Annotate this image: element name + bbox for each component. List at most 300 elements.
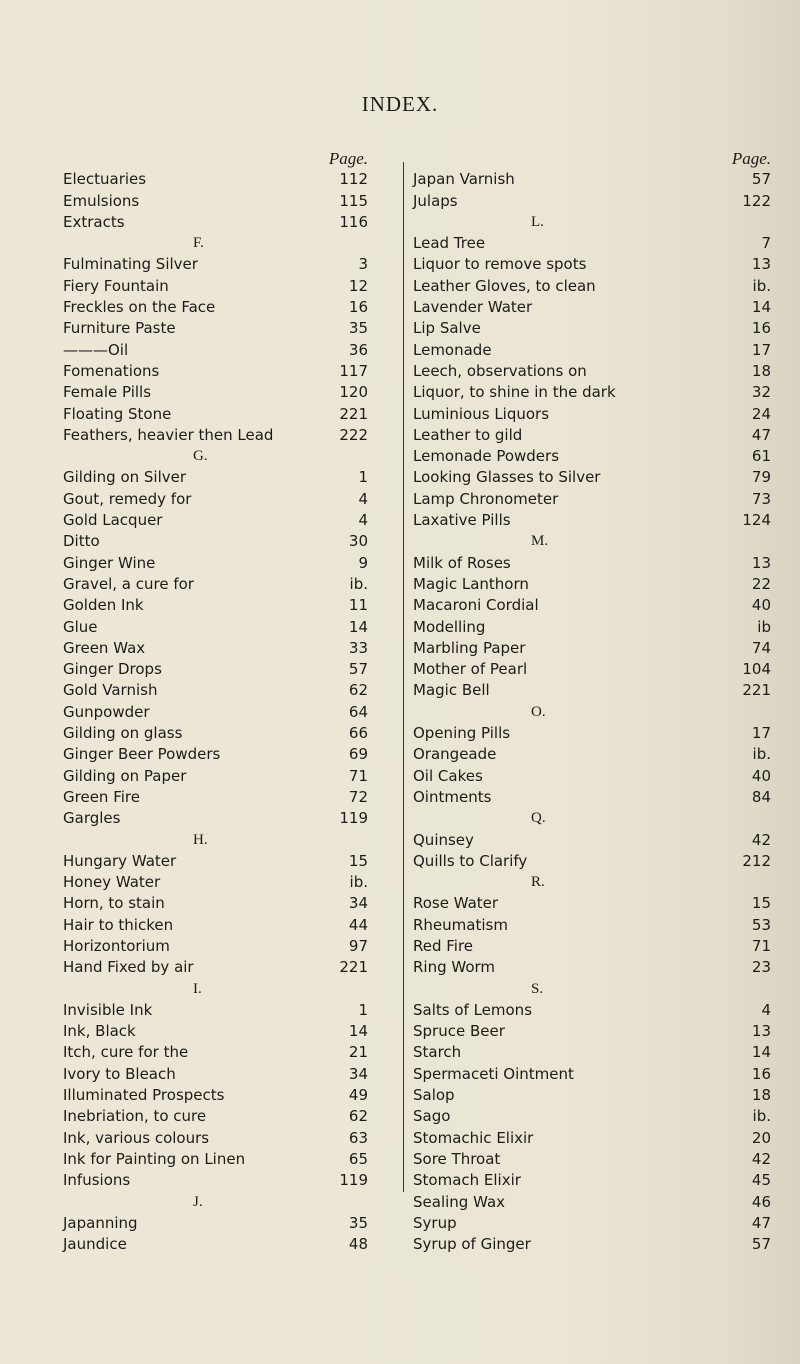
entry-page-number: ib	[757, 617, 771, 636]
index-entry	[63, 957, 368, 978]
entry-term: Ring Worm	[413, 958, 496, 977]
index-entry	[63, 915, 368, 936]
index-entry	[413, 1064, 771, 1085]
index-entry	[413, 1213, 771, 1234]
entry-term: Magic Bell	[413, 681, 490, 700]
index-entry	[413, 1149, 771, 1170]
entry-page-number: 20	[751, 1128, 771, 1147]
index-entry	[413, 1085, 771, 1106]
entry-page-number: 15	[751, 894, 771, 913]
entry-term: Gunpowder	[63, 702, 150, 721]
index-entry	[413, 382, 771, 403]
index-entry	[413, 766, 771, 787]
entry-term: Ginger Drops	[63, 660, 162, 679]
entry-term: Starch	[413, 1043, 462, 1062]
entry-page-number: 35	[348, 1213, 368, 1232]
index-entry	[413, 233, 771, 254]
index-entry	[413, 830, 771, 851]
entry-page-number: 71	[751, 936, 771, 955]
index-entry	[413, 297, 771, 318]
entry-page-number: 53	[751, 915, 771, 934]
page-heading-label: Page.	[328, 149, 368, 168]
entry-page-number: 4	[761, 1000, 771, 1019]
entry-term: Ivory to Bleach	[63, 1064, 176, 1083]
entry-page-number: 47	[751, 425, 771, 444]
index-entry	[63, 1042, 368, 1063]
entry-term: Quills to Clarify	[413, 851, 528, 870]
entry-page-number: 16	[348, 298, 368, 317]
entry-page-number: ib.	[752, 276, 771, 295]
entry-page-number: 21	[348, 1043, 368, 1062]
entry-term: Syrup	[413, 1213, 457, 1232]
entry-term: Orangeade	[413, 745, 497, 764]
entry-page-number: 15	[348, 851, 368, 870]
index-entry	[413, 638, 771, 659]
entry-term: Sago	[413, 1107, 451, 1126]
entry-term: Rheumatism	[413, 915, 508, 934]
entry-page-number: 42	[751, 1149, 771, 1168]
index-entry	[63, 1106, 368, 1127]
entry-term: Ink, Black	[63, 1022, 136, 1041]
entry-term: Liquor, to shine in the dark	[413, 383, 616, 402]
entry-term: Modelling	[413, 617, 486, 636]
entry-page-number: 117	[339, 361, 368, 380]
index-entry	[413, 340, 771, 361]
index-entry	[63, 638, 368, 659]
entry-term: Electuaries	[63, 170, 147, 189]
entry-page-number: 9	[358, 553, 368, 572]
index-entry	[413, 787, 771, 808]
entry-page-number: 32	[751, 383, 771, 402]
entry-term: Fulminating Silver	[63, 255, 198, 274]
entry-page-number: 62	[348, 1107, 368, 1126]
entry-page-number: 45	[751, 1171, 771, 1190]
entry-term: Ointments	[413, 787, 492, 806]
entry-term: Luminious Liquors	[413, 404, 550, 423]
entry-page-number: 40	[751, 596, 771, 615]
entry-term: Green Wax	[63, 638, 146, 657]
entry-page-number: 13	[751, 255, 771, 274]
entry-term: Salop	[413, 1086, 455, 1105]
index-letter-heading	[413, 872, 771, 893]
index-letter-heading	[63, 446, 368, 467]
entry-term: Jaundice	[63, 1235, 127, 1254]
entry-page-number: 7	[761, 234, 771, 253]
entry-term: Ink for Painting on Linen	[63, 1149, 246, 1168]
letter-label: Q.	[531, 810, 546, 827]
entry-page-number: 13	[751, 553, 771, 572]
letter-label: I.	[193, 980, 202, 997]
index-letter-heading	[413, 702, 771, 723]
entry-page-number: 221	[742, 681, 771, 700]
index-entry	[63, 659, 368, 680]
entry-term: Liquor to remove spots	[413, 255, 587, 274]
entry-term: Stomachic Elixir	[413, 1128, 534, 1147]
entry-term: Freckles on the Face	[63, 298, 216, 317]
index-entry	[63, 787, 368, 808]
index-entry	[63, 1213, 368, 1234]
index-entry	[413, 659, 771, 680]
entry-term: Lemonade Powders	[413, 447, 560, 466]
letter-label: M.	[531, 533, 549, 550]
index-entry	[413, 680, 771, 701]
entry-page-number: 62	[348, 681, 368, 700]
entry-term: Marbling Paper	[413, 638, 526, 657]
entry-term: Hungary Water	[63, 851, 177, 870]
letter-label: R.	[531, 874, 545, 891]
index-entry	[413, 361, 771, 382]
index-entry	[413, 744, 771, 765]
index-entry	[413, 915, 771, 936]
letter-label: H.	[193, 831, 208, 848]
index-entry	[63, 212, 368, 233]
index-entry	[413, 936, 771, 957]
entry-page-number: 18	[751, 1086, 771, 1105]
entry-term: Itch, cure for the	[63, 1043, 189, 1062]
index-entry	[63, 553, 368, 574]
page-heading-label: Page.	[731, 149, 771, 168]
entry-term: Invisible Ink	[63, 1000, 153, 1019]
index-entry	[413, 318, 771, 339]
index-entry	[63, 191, 368, 212]
index-entry	[413, 893, 771, 914]
entry-term: Julaps	[413, 191, 458, 210]
index-entry	[63, 872, 368, 893]
index-entry	[63, 276, 368, 297]
entry-page-number: 57	[348, 660, 368, 679]
entry-page-number: 64	[348, 702, 368, 721]
entry-term: Extracts	[63, 212, 125, 231]
entry-page-number: 115	[339, 191, 368, 210]
entry-page-number: 36	[348, 340, 368, 359]
entry-page-number: 35	[348, 319, 368, 338]
index-entry	[63, 489, 368, 510]
index-entry	[63, 1234, 368, 1255]
index-entry	[63, 617, 368, 638]
index-entry	[63, 297, 368, 318]
index-entry	[413, 425, 771, 446]
index-entry	[63, 574, 368, 595]
entry-page-number: 116	[339, 212, 368, 231]
index-letter-heading	[413, 212, 771, 233]
entry-page-number: 222	[339, 425, 368, 444]
entry-term: Emulsions	[63, 191, 140, 210]
index-letter-heading	[413, 808, 771, 829]
entry-page-number: 24	[751, 404, 771, 423]
entry-term: Lamp Chronometer	[413, 489, 559, 508]
entry-page-number: 44	[348, 915, 368, 934]
entry-page-number: 17	[751, 724, 771, 743]
index-entry	[63, 851, 368, 872]
entry-page-number: 46	[751, 1192, 771, 1211]
entry-term: Gout, remedy for	[63, 489, 192, 508]
entry-term: Gravel, a cure for	[63, 574, 194, 593]
entry-term: Sore Throat	[413, 1149, 501, 1168]
index-entry	[63, 595, 368, 616]
entry-term: Inebriation, to cure	[63, 1107, 207, 1126]
entry-term: Magic Lanthorn	[413, 574, 529, 593]
entry-page-number: 72	[348, 787, 368, 806]
index-entry	[63, 382, 368, 403]
entry-term: Red Fire	[413, 936, 474, 955]
entry-term: Green Fire	[63, 787, 140, 806]
entry-term: Spermaceti Ointment	[413, 1064, 574, 1083]
entry-page-number: 221	[339, 958, 368, 977]
entry-term: Gold Lacquer	[63, 511, 163, 530]
entry-page-number: 34	[348, 1064, 368, 1083]
index-entry	[63, 893, 368, 914]
index-entry	[63, 1021, 368, 1042]
page-title: INDEX.	[361, 92, 439, 116]
index-entry	[63, 467, 368, 488]
entry-page-number: 14	[751, 1043, 771, 1062]
entry-term: Lead Tree	[413, 234, 486, 253]
letter-label: F.	[193, 235, 204, 252]
entry-page-number: 104	[742, 660, 771, 679]
entry-term: Japan Varnish	[413, 170, 515, 189]
index-entry	[63, 169, 368, 190]
entry-page-number: 74	[751, 638, 771, 657]
entry-term: Fomenations	[63, 361, 160, 380]
index-entry	[63, 723, 368, 744]
entry-page-number: 57	[751, 170, 771, 189]
index-entry	[413, 851, 771, 872]
entry-term: Illuminated Prospects	[63, 1086, 225, 1105]
index-entry	[413, 510, 771, 531]
entry-term: Japanning	[63, 1213, 138, 1232]
index-entry	[63, 425, 368, 446]
entry-term: Stomach Elixir	[413, 1171, 521, 1190]
index-entry	[63, 531, 368, 552]
index-entry	[413, 276, 771, 297]
entry-term: Leather Gloves, to clean	[413, 276, 596, 295]
entry-page-number: 14	[348, 1022, 368, 1041]
entry-term: Sealing Wax	[413, 1192, 506, 1211]
entry-term: Ink, various colours	[63, 1128, 210, 1147]
entry-page-number: ib.	[349, 574, 368, 593]
index-entry	[413, 191, 771, 212]
entry-page-number: 3	[358, 255, 368, 274]
entry-page-number: 57	[751, 1235, 771, 1254]
entry-page-number: 34	[348, 894, 368, 913]
index-entry	[63, 1085, 368, 1106]
entry-page-number: 66	[348, 724, 368, 743]
entry-page-number: 11	[348, 596, 368, 615]
index-letter-heading	[413, 979, 771, 1000]
entry-page-number: 71	[348, 766, 368, 785]
entry-page-number: 122	[742, 191, 771, 210]
entry-page-number: 33	[348, 638, 368, 657]
index-column-left	[63, 148, 368, 1255]
entry-term: Furniture Paste	[63, 319, 176, 338]
index-letter-heading	[413, 531, 771, 552]
index-entry	[63, 254, 368, 275]
entry-term: Opening Pills	[413, 724, 511, 743]
index-entry	[63, 340, 368, 361]
entry-term: Horn, to stain	[63, 894, 165, 913]
entry-term: Feathers, heavier then Lead	[63, 425, 274, 444]
entry-page-number: 65	[348, 1149, 368, 1168]
entry-page-number: 12	[348, 276, 368, 295]
letter-label: L.	[531, 213, 544, 230]
index-entry	[63, 744, 368, 765]
index-entry	[413, 617, 771, 638]
entry-page-number: 16	[751, 1064, 771, 1083]
index-entry	[413, 1170, 771, 1191]
page-column-heading	[63, 148, 368, 169]
entry-page-number: 14	[348, 617, 368, 636]
index-entry	[413, 169, 771, 190]
index-entry	[413, 1128, 771, 1149]
entry-term: Hand Fixed by air	[63, 958, 194, 977]
entry-page-number: 47	[751, 1213, 771, 1232]
index-entry	[63, 1170, 368, 1191]
entry-page-number: 16	[751, 319, 771, 338]
entry-term: Spruce Beer	[413, 1022, 505, 1041]
entry-page-number: ib.	[349, 873, 368, 892]
entry-page-number: 23	[751, 958, 771, 977]
column-divider	[403, 162, 404, 1192]
index-entry	[63, 1064, 368, 1085]
entry-page-number: 14	[751, 298, 771, 317]
entry-page-number: 4	[358, 511, 368, 530]
index-entry	[63, 404, 368, 425]
index-entry	[63, 1128, 368, 1149]
entry-page-number: 48	[348, 1235, 368, 1254]
index-entry	[63, 1000, 368, 1021]
entry-term: Hair to thicken	[63, 915, 174, 934]
index-entry	[413, 957, 771, 978]
index-entry	[413, 254, 771, 275]
index-entry	[413, 1021, 771, 1042]
letter-label: O.	[531, 703, 546, 720]
entry-page-number: 4	[358, 489, 368, 508]
entry-page-number: 63	[348, 1128, 368, 1147]
entry-page-number: 17	[751, 340, 771, 359]
entry-term: Glue	[63, 617, 98, 636]
letter-label: S.	[531, 980, 544, 997]
entry-page-number: 124	[742, 511, 771, 530]
entry-term: Horizontorium	[63, 936, 170, 955]
entry-term: Gilding on Silver	[63, 468, 187, 487]
entry-term: Milk of Roses	[413, 553, 511, 572]
entry-term: Mother of Pearl	[413, 660, 528, 679]
entry-term: Rose Water	[413, 894, 499, 913]
index-entry	[413, 1234, 771, 1255]
entry-page-number: 97	[348, 936, 368, 955]
entry-page-number: 79	[751, 468, 771, 487]
entry-term: Leather to gild	[413, 425, 523, 444]
index-entry	[63, 702, 368, 723]
entry-page-number: 69	[348, 745, 368, 764]
entry-term: Honey Water	[63, 873, 161, 892]
index-entry	[63, 361, 368, 382]
letter-label: G.	[193, 448, 208, 465]
index-column-right	[413, 148, 771, 1255]
index-entry	[63, 936, 368, 957]
index-entry	[413, 1106, 771, 1127]
index-entry	[63, 680, 368, 701]
entry-page-number: 49	[348, 1086, 368, 1105]
entry-term: Leech, observations on	[413, 361, 587, 380]
page-column-heading	[413, 148, 771, 169]
entry-page-number: ib.	[752, 1107, 771, 1126]
entry-term: Golden Ink	[63, 596, 144, 615]
entry-term: Gold Varnish	[63, 681, 158, 700]
entry-term: Lavender Water	[413, 298, 533, 317]
entry-page-number: 112	[339, 170, 368, 189]
index-letter-heading	[63, 830, 368, 851]
entry-term: Floating Stone	[63, 404, 172, 423]
entry-term: Looking Glasses to Silver	[413, 468, 601, 487]
index-entry	[413, 574, 771, 595]
entry-term: Quinsey	[413, 830, 474, 849]
entry-page-number: 22	[751, 574, 771, 593]
entry-page-number: 1	[358, 1000, 368, 1019]
letter-label: J.	[193, 1193, 203, 1210]
entry-term: Macaroni Cordial	[413, 596, 539, 615]
entry-page-number: 212	[742, 851, 771, 870]
index-entry	[413, 1000, 771, 1021]
entry-page-number: 61	[751, 447, 771, 466]
entry-page-number: 120	[339, 383, 368, 402]
index-entry	[63, 808, 368, 829]
index-letter-heading	[63, 1192, 368, 1213]
index-entry	[63, 1149, 368, 1170]
index-entry	[413, 404, 771, 425]
index-entry	[413, 723, 771, 744]
entry-term: Oil Cakes	[413, 766, 483, 785]
entry-page-number: ib.	[752, 745, 771, 764]
entry-page-number: 73	[751, 489, 771, 508]
entry-page-number: 221	[339, 404, 368, 423]
entry-term: Lip Salve	[413, 319, 481, 338]
entry-term: Female Pills	[63, 383, 152, 402]
index-entry	[63, 766, 368, 787]
index-entry	[63, 510, 368, 531]
index-entry	[413, 595, 771, 616]
entry-term: Salts of Lemons	[413, 1000, 533, 1019]
entry-term: Gilding on Paper	[63, 766, 187, 785]
index-entry	[413, 553, 771, 574]
index-entry	[413, 446, 771, 467]
entry-term: Fiery Fountain	[63, 276, 169, 295]
entry-term: Ginger Beer Powders	[63, 745, 221, 764]
entry-page-number: 119	[339, 809, 368, 828]
index-entry	[413, 489, 771, 510]
index-entry	[63, 318, 368, 339]
entry-page-number: 84	[751, 787, 771, 806]
index-letter-heading	[63, 979, 368, 1000]
entry-page-number: 18	[751, 361, 771, 380]
entry-page-number: 40	[751, 766, 771, 785]
entry-page-number: 119	[339, 1171, 368, 1190]
index-letter-heading	[63, 233, 368, 254]
entry-term: Ditto	[63, 532, 100, 551]
entry-term: Syrup of Ginger	[413, 1235, 531, 1254]
entry-page-number: 30	[348, 532, 368, 551]
index-entry	[413, 467, 771, 488]
entry-term: Gargles	[63, 809, 121, 828]
entry-page-number: 13	[751, 1022, 771, 1041]
entry-page-number: 42	[751, 830, 771, 849]
entry-term: Ginger Wine	[63, 553, 156, 572]
entry-term: Infusions	[63, 1171, 131, 1190]
entry-term: ———Oil	[63, 340, 129, 359]
entry-term: Laxative Pills	[413, 511, 511, 530]
entry-page-number: 1	[358, 468, 368, 487]
entry-term: Gilding on glass	[63, 724, 183, 743]
